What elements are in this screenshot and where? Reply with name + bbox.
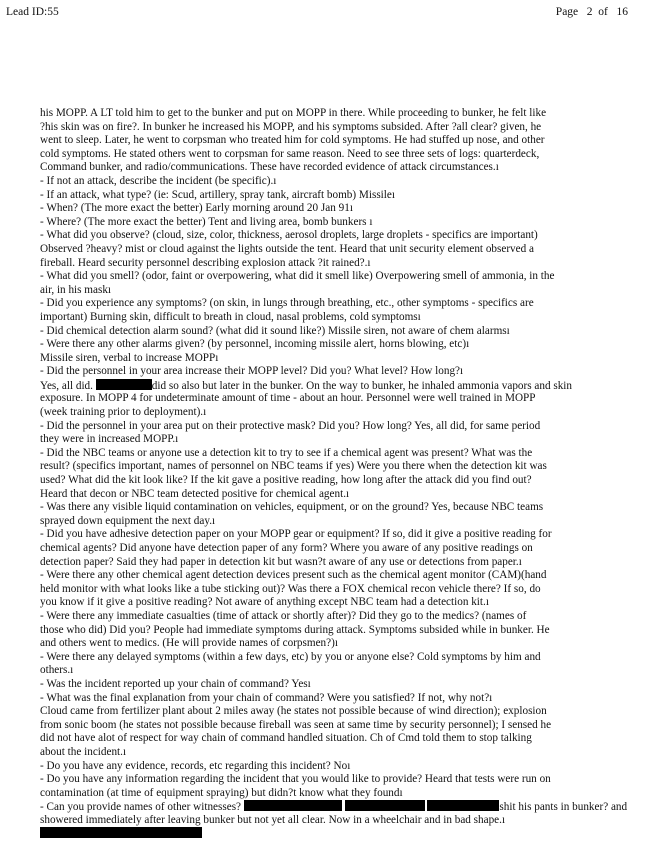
text-line: cold symptoms. He stated others went to corpsman for same reason. Need to see three sets of logs: quarterdeck, — [40, 147, 540, 160]
text-line: - If not an attack, describe the incident (be specific).ı — [40, 174, 277, 187]
text-line: - When? (The more exact the better) Early morning around 20 Jan 91ı — [40, 202, 353, 215]
text-line: from sonic boom (he states not possible because fireball was seen at same time by security personnel); I sensed he — [40, 718, 552, 731]
text-line: - What did you smell? (odor, faint or overpowering, what did it smell like) Overpowering smell of ammonia, in the — [40, 270, 555, 283]
text-line: - Did chemical detection alarm sound? (what did it sound like?) Missile siren, not aware of chem alarmsı — [40, 324, 510, 337]
text-line: important) Burning skin, difficult to breath in cloud, nasal problems, cold symptomsı — [40, 310, 421, 323]
text-line: chemical agents? Did anyone have detection paper of any form? Where you aware of any positive readings on — [40, 542, 533, 554]
text-line: (week training prior to deployment).ı — [40, 406, 207, 419]
text-line: - What was the final explanation from your chain of command? Were you satisfied? If not, why not?ı — [40, 691, 493, 704]
text-line: Observed ?heavy? mist or cloud against the lights outside the tent. Heard that unit security element observed a — [40, 242, 534, 255]
page-total: 16 — [616, 6, 628, 18]
text-line: - Were there any immediate casualties (time of attack or shortly after)? Did they go to the medics? (names of — [40, 609, 527, 622]
text-segment: Yes, all did. — [40, 379, 96, 392]
text-line: fireball. Heard security personnel describing explosion attack ?it rained?.ı — [40, 256, 371, 269]
text-line: - Do you have any information regarding the incident that you would like to provide? Heard that tests were run on — [40, 773, 551, 786]
text-line: - Did the personnel in your area put on their protective mask? Did you? How long? Yes, all did, for same period — [40, 419, 541, 432]
text-segment: - Can you provide names of other witnesses? — [40, 801, 244, 814]
text-line: others.ı — [40, 664, 74, 677]
text-line: Heard that decon or NBC team detected positive for chemical agent.ı — [40, 487, 350, 500]
redaction-bar — [345, 800, 425, 811]
text-line: - Did the NBC teams or anyone use a detection kit to try to see if a chemical agent was present? What was the — [40, 446, 533, 459]
text-line: Command bunker, and radio/communications. These have recorded evidence of attack circumstances.ı — [40, 161, 499, 174]
text-line: those who did) Did you? People had immediate symptoms during attack. Symptoms subsided while in bunker. He — [40, 623, 550, 636]
text-segment: shit his pants in bunker? and — [499, 801, 628, 814]
text-line: you know if it give a positive reading? Not aware of anything except NBC team had a detection kit.ı — [40, 596, 489, 609]
text-line: - If an attack, what type? (ie: Scud, artillery, spray tank, aircraft bomb) Missileı — [40, 188, 395, 201]
text-line: sprayed down equipment the next day.ı — [40, 514, 216, 527]
text-line: - Did you experience any symptoms? (on skin, in lungs through breathing, etc., other symptoms - specifics are — [40, 297, 534, 310]
redaction-bar — [427, 800, 499, 811]
page-label: Page — [555, 6, 579, 18]
text-line: showered immediately after leaving bunker but not yet all clear. Now in a wheelchair and in bad shape.ı — [40, 813, 506, 826]
text-line: result? (specifics important, names of personnel on NBC teams if yes) Were you there when the detection kit was — [40, 460, 547, 473]
document-body — [40, 107, 640, 841]
text-line: Missile siren, verbal to increase MOPPı — [40, 351, 219, 364]
lead-id: Lead ID:55 — [6, 6, 59, 18]
text-line: - Where? (The more exact the better) Tent and living area, bomb bunkers ı — [40, 215, 373, 228]
text-line: his MOPP. A LT told him to get to the bunker and put on MOPP in there. While proceeding to bunker, he felt like — [40, 107, 547, 119]
text-line: air, in his maskı — [40, 283, 112, 296]
text-line: detection paper? Said they had paper in detection kit but wasn?t aware of any use or detections from paper.ı — [40, 555, 522, 568]
text-segment: did so also but later in the bunker. On the way to bunker, he inhaled ammonia vapors and skin — [151, 379, 572, 392]
text-line: - Were there any other chemical agent detection devices present such as the chemical agent monitor (CAM)(hand — [40, 569, 547, 582]
text-line: did not have alot of respect for way chain of command handled situation. Ch of Cmd told them to stop talking — [40, 732, 532, 745]
text-line: Cloud came from fertilizer plant about 2 miles away (he states not possible because of wind direction); explosion — [40, 705, 547, 718]
redaction-bar — [244, 800, 342, 811]
text-line: - Were there any delayed symptoms (within a few days, etc) by you or anyone else? Cold symptoms by him and — [40, 650, 541, 663]
redaction-bar — [40, 827, 202, 838]
page-of-label: of — [598, 6, 608, 18]
text-line: contamination (at time of equipment spraying) but didn?t know what they foundı — [40, 786, 403, 799]
text-line: - Was the incident reported up your chain of command? Yesı — [40, 677, 311, 690]
text-line: held monitor with what looks like a tube sticking out)? Was there a FOX chemical recon vehicle there? If so, do — [40, 582, 541, 595]
text-line: and others went to medics. (He will provide names of corpsmen?)ı — [40, 637, 338, 650]
text-line: used? What did the kit look like? If the kit gave a positive reading, how long after the attack did you find out? — [40, 474, 532, 487]
page-number: 2 — [586, 6, 593, 18]
text-line: exposure. In MOPP 4 for undeterminate amount of time - about an hour. Personnel were well trained in MOPP — [40, 392, 536, 405]
text-line: ?his skin was on fire?. In bunker he increased his MOPP, and his symptoms subsided. After ?all clear? given, he — [40, 120, 542, 133]
text-line: about the incident.ı — [40, 745, 127, 758]
text-line: went to sleep. Later, he went to corpsman who treated him for cold symptoms. He had stuffed up nose, and other — [40, 134, 545, 147]
text-line: - Was there any visible liquid contamination on vehicles, equipment, or on the ground? Yes, because NBC teams — [40, 501, 544, 514]
text-line — [40, 827, 640, 841]
page-indicator — [556, 6, 628, 18]
text-line: - Do you have any evidence, records, etc regarding this incident? Noı — [40, 759, 351, 772]
text-line — [40, 379, 640, 393]
text-line: they were in increased MOPP.ı — [40, 433, 179, 446]
redaction-bar — [96, 379, 152, 390]
text-line: - Did you have adhesive detection paper on your MOPP gear or equipment? If so, did it give a positive reading for — [40, 528, 552, 541]
text-line: - Did the personnel in your area increase their MOPP level? Did you? What level? How long?ı — [40, 365, 464, 378]
text-line: - What did you observe? (cloud, size, color, thickness, aerosol droplets, large droplets - specifics are important) — [40, 229, 538, 242]
text-line — [40, 800, 640, 814]
text-line: - Were there any other alarms given? (by personnel, incoming missile alert, horns blowing, etc)ı — [40, 338, 470, 351]
